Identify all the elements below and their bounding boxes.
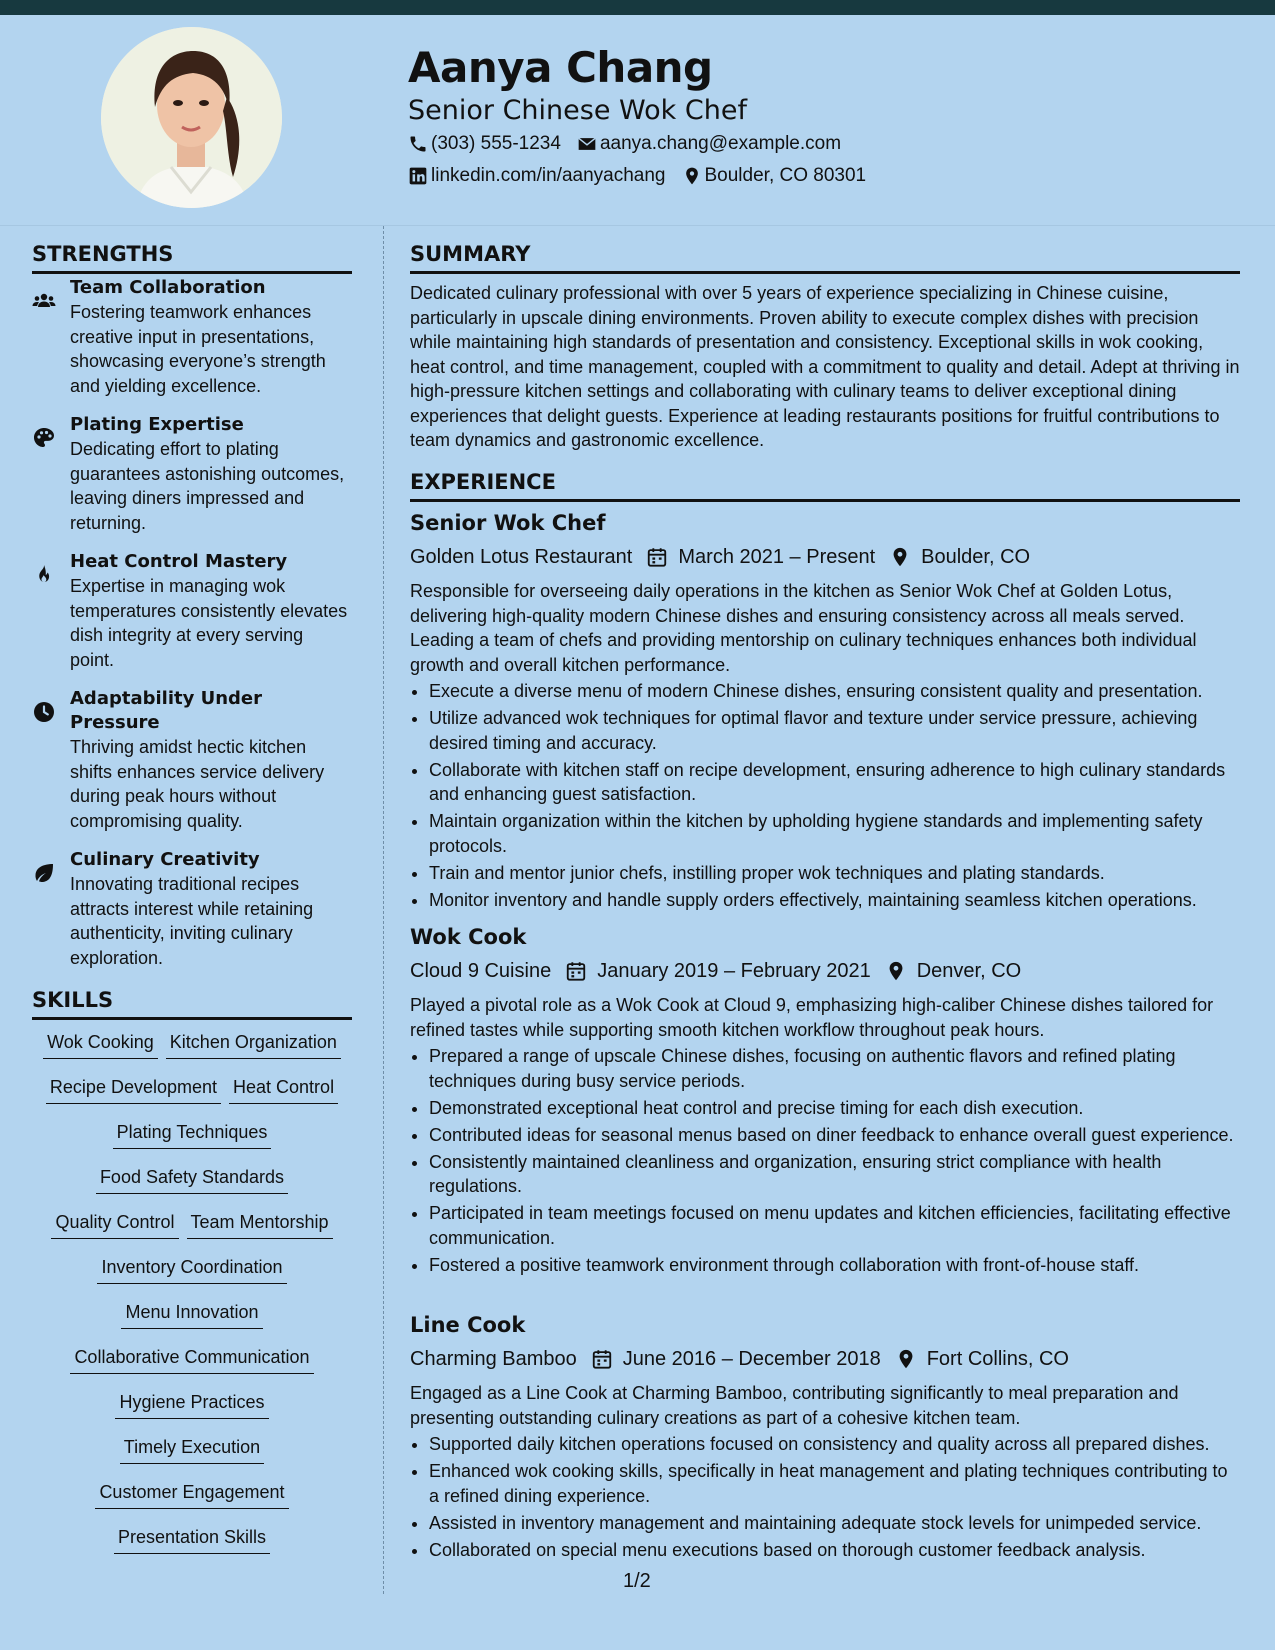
skill-tag: Recipe Development [46,1075,221,1104]
fire-icon [32,563,56,587]
skills-heading: SKILLS [32,988,352,1020]
skills-list [32,1030,352,1570]
job-bullet: • Prepared a range of upscale Chinese dishes, focusing on authentic flavors and refined plating techniques during busy service periods. [429,1044,1240,1093]
job-description: Played a pivotal role as a Wok Cook at Cloud 9, emphasizing high-caliber Chinese dishes tailored for refined tastes while supporting smooth kitchen workflow throughout peak hours. [410,995,1214,1040]
linkedin-text: linkedin.com/in/aanyachang [431,165,666,186]
linkedin-icon [408,166,428,186]
job-bullet: • Monitor inventory and handle supply orders effectively, maintaining seamless kitchen operations. [429,888,1240,913]
job-bullet: • Assisted in inventory management and maintaining adequate stock levels for unimpeded service. [429,1511,1240,1536]
job-location: Boulder, CO [921,546,1031,568]
skill-row [32,1480,352,1525]
clock-icon [32,700,56,724]
job-entry [410,923,1240,1311]
header-divider [0,225,1275,226]
skill-tag: Kitchen Organization [166,1030,341,1059]
summary-heading: SUMMARY [410,242,1240,274]
job-entry [410,1311,1240,1562]
strengths-list [32,276,352,985]
job-bullet: • Collaborate with kitchen staff on recipe development, ensuring adherence to high culinary standards and enhancing guest satisfaction. [429,758,1240,807]
skill-tag: Inventory Coordination [97,1255,286,1284]
strength-item [32,848,352,970]
job-bullet: • Execute a diverse menu of modern Chinese dishes, ensuring consistent quality and presentation. [429,679,1240,704]
skill-tag: Plating Techniques [113,1120,272,1149]
skill-tag: Timely Execution [120,1435,264,1464]
job-meta [410,956,1240,986]
skill-tag: Customer Engagement [95,1480,288,1509]
skill-tag: Team Mentorship [187,1210,333,1239]
map-pin-icon [889,546,911,568]
job-entry [410,509,1240,923]
location-text: Boulder, CO 80301 [704,165,867,186]
job-bullet: • Supported daily kitchen operations focused on consistency and quality across all prepared dishes. [429,1432,1240,1457]
summary-text: Dedicated culinary professional with over 5 years of experience specializing in Chinese cuisine, particularly in upscale dining environments. Proven ability to execute complex dishes with precision while maintaining high standards of presentation and consistency. Exceptional skills in wok cooking, heat control, and time management, coupled with a commitment to quality and detail. Adept at thriving in high-pressure kitchen settings and collaborating with culinary teams to deliver exceptional dining experiences that delight guests. Experience at leading restaurants positions for fruitful contributions to team dynamics and gastronomic excellence. [410,283,1240,450]
strength-desc: Expertise in managing wok temperatures consistently elevates dish integrity at every serving point. [70,576,348,670]
job-bullets [410,1432,1240,1562]
job-dates: March 2021 – Present [678,546,876,568]
job-company: Cloud 9 Cuisine [410,960,552,982]
job-bullet: • Maintain organization within the kitchen by upholding hygiene standards and implementing safety protocols. [429,809,1240,858]
envelope-icon [577,134,597,154]
location-item [682,165,867,187]
map-pin-icon [682,166,702,186]
profile-photo [101,27,282,208]
skill-tag: Presentation Skills [114,1525,270,1554]
skill-tag: Wok Cooking [43,1030,158,1059]
job-dates: January 2019 – February 2021 [597,960,871,982]
strength-item [32,276,352,398]
job-bullet: • Contributed ideas for seasonal menus based on diner feedback to enhance overall guest experience. [429,1123,1240,1148]
users-icon [32,289,56,313]
email-text: aanya.chang@example.com [599,133,842,154]
palette-icon [32,426,56,450]
skill-row [32,1300,352,1345]
skill-tag: Menu Innovation [121,1300,262,1329]
top-bar [0,0,1275,15]
job-location: Denver, CO [916,960,1022,982]
skill-tag: Food Safety Standards [96,1165,288,1194]
calendar-icon [646,546,668,568]
job-description: Engaged as a Line Cook at Charming Bamboo, contributing significantly to meal preparation and presenting outstanding culinary creations as part of a cohesive kitchen team. [410,1383,1179,1428]
job-company: Charming Bamboo [410,1348,577,1370]
job-bullet: • Utilize advanced wok techniques for optimal flavor and texture under service pressure, achieving desired timing and accuracy. [429,706,1240,755]
skill-row [32,1210,352,1255]
job-meta [410,1344,1240,1374]
skill-row [32,1525,352,1570]
job-title: Line Cook [410,1313,526,1337]
job-bullets [410,1044,1240,1277]
strength-title: Adaptability Under Pressure [70,688,262,733]
skill-row [32,1345,352,1390]
skill-tag: Hygiene Practices [115,1390,268,1419]
skill-tag: Heat Control [229,1075,338,1104]
skill-row [32,1120,352,1165]
experience-list [410,509,1240,1565]
job-company: Golden Lotus Restaurant [410,546,633,568]
job-meta [410,542,1240,572]
job-dates: June 2016 – December 2018 [622,1348,881,1370]
phone-icon [408,134,428,154]
strength-item [32,550,352,672]
strength-title: Plating Expertise [70,414,244,435]
linkedin-item[interactable] [408,165,666,187]
job-bullet: • Participated in team meetings focused on menu updates and kitchen efficiencies, facilitating effective communication. [429,1201,1240,1250]
strength-desc: Fostering teamwork enhances creative input in presentations, showcasing everyone’s strength and yielding excellence. [70,302,326,396]
leaf-icon [32,861,56,885]
job-bullet: • Fostered a positive teamwork environment through collaboration with front-of-house staff. [429,1253,1240,1278]
phone-item[interactable] [408,133,561,155]
strength-title: Heat Control Mastery [70,551,288,572]
job-bullets [410,679,1240,912]
strength-desc: Innovating traditional recipes attracts interest while retaining authenticity, inviting culinary exploration. [70,874,314,968]
job-bullet: • Train and mentor junior chefs, instilling proper wok techniques and plating standards. [429,861,1240,886]
job-bullet: • Enhanced wok cooking skills, specifically in heat management and plating techniques contributing to a refined dining experience. [429,1459,1240,1508]
experience-heading: EXPERIENCE [410,470,1240,502]
strength-item [32,413,352,535]
strength-title: Team Collaboration [70,277,266,298]
candidate-title: Senior Chinese Wok Chef [408,95,747,126]
map-pin-icon [895,1348,917,1370]
job-title: Senior Wok Chef [410,511,606,535]
job-description: Responsible for overseeing daily operations in the kitchen as Senior Wok Chef at Golden Lotus, delivering high-quality modern Chinese dishes and ensuring consistency across all meals served. Leading a team of chefs and providing mentorship on culinary techniques enhances both individual growth and overall kitchen performance. [410,581,1197,675]
strength-item [32,687,352,833]
skill-tag: Quality Control [51,1210,178,1239]
page-number: 1/2 [623,1570,651,1592]
job-bullet: • Demonstrated exceptional heat control and precise timing for each dish execution. [429,1096,1240,1121]
candidate-name: Aanya Chang [408,43,713,92]
job-bullet: • Consistently maintained cleanliness and organization, ensuring strict compliance with health regulations. [429,1150,1240,1199]
job-bullet: • Collaborated on special menu executions based on thorough customer feedback analysis. [429,1538,1240,1563]
job-title: Wok Cook [410,925,527,949]
skill-row [32,1165,352,1210]
calendar-icon [565,960,587,982]
job-location: Fort Collins, CO [926,1348,1069,1370]
skill-row [32,1390,352,1435]
strengths-heading: STRENGTHS [32,242,352,274]
strength-desc: Thriving amidst hectic kitchen shifts enhances service delivery during peak hours without compromising quality. [70,737,325,831]
strength-desc: Dedicating effort to plating guarantees astonishing outcomes, leaving diners impressed and returning. [70,439,345,533]
skill-row [32,1075,352,1120]
skill-row [32,1255,352,1300]
phone-text: (303) 555-1234 [431,133,561,154]
skill-tag: Collaborative Communication [70,1345,313,1374]
column-divider [383,226,384,1594]
skill-row [32,1030,352,1075]
map-pin-icon [885,960,907,982]
email-item[interactable] [577,133,841,155]
strength-title: Culinary Creativity [70,849,260,870]
skill-row [32,1435,352,1480]
calendar-icon [591,1348,613,1370]
